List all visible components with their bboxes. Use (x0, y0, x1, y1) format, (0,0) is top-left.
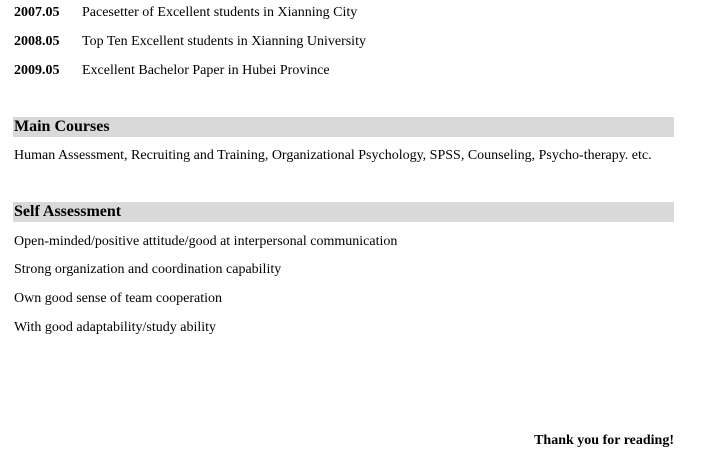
award-title: Pacesetter of Excellent students in Xianning City (82, 5, 358, 20)
closing-note: Thank you for reading! (534, 433, 674, 448)
self-assessment-item: Own good sense of team cooperation (14, 291, 222, 306)
main-courses-text: Human Assessment, Recruiting and Training, Organizational Psychology, SPSS, Counseling, Psycho-therapy. etc. (14, 148, 652, 163)
award-year: 2007.05 (14, 5, 60, 20)
award-row (14, 4, 674, 33)
award-title: Top Ten Excellent students in Xianning University (82, 34, 366, 49)
self-assessment-item: Strong organization and coordination capability (14, 262, 282, 277)
award-row (14, 33, 674, 62)
award-title: Excellent Bachelor Paper in Hubei Province (82, 63, 330, 78)
award-row (14, 62, 674, 91)
self-assessment-heading: Self Assessment (13, 202, 674, 222)
self-assessment-item: Open-minded/positive attitude/good at interpersonal communication (14, 234, 398, 249)
main-courses-heading: Main Courses (13, 117, 674, 137)
award-year: 2009.05 (14, 63, 60, 78)
award-year: 2008.05 (14, 34, 60, 49)
awards-list (14, 4, 674, 91)
self-assessment-item: With good adaptability/study ability (14, 320, 217, 335)
